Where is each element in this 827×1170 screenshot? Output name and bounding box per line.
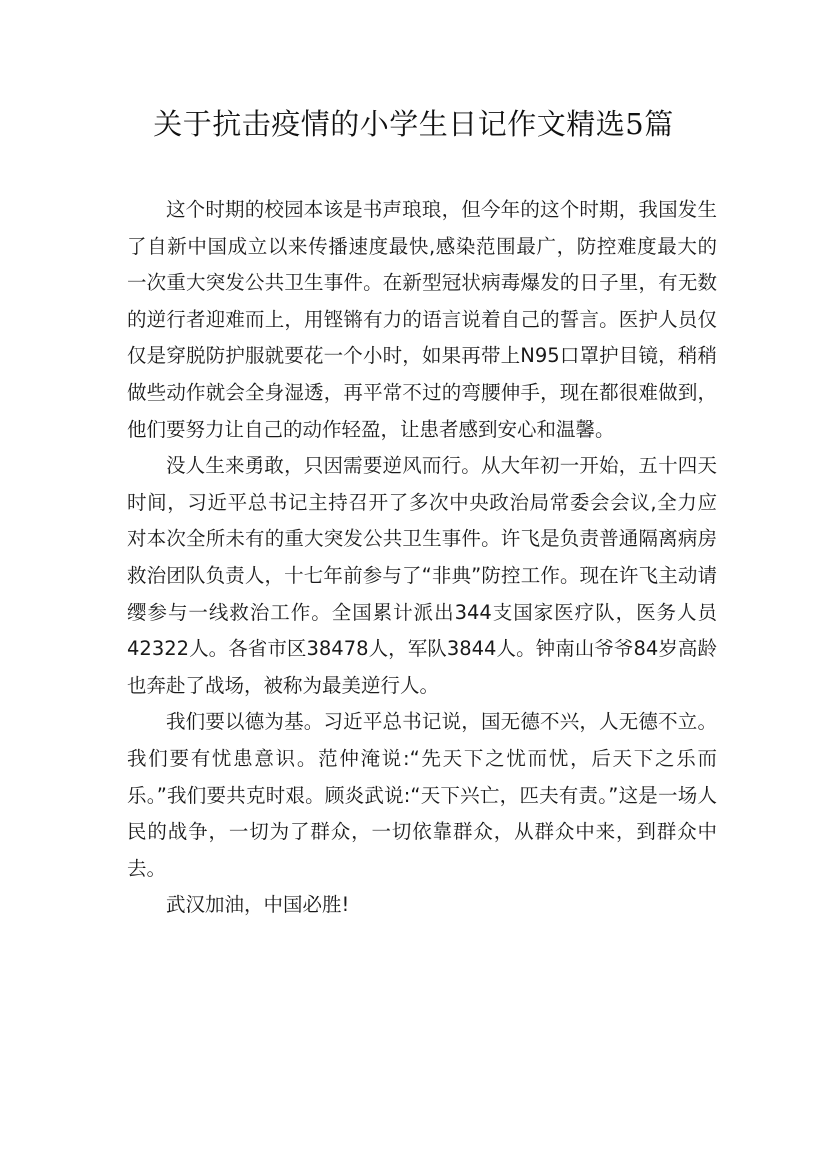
document-body bbox=[127, 192, 717, 924]
paragraph-4: 武汉加油，中国必胜! bbox=[166, 893, 350, 917]
paragraph-3: 我们要以德为基。习近平总书记说，国无德不兴，人无德不立。我们要有忧患意识。范仲淹说:“先天下之忧而忧，后天下之乐而乐。”我们要共克时艰。顾炎武说:“天下兴亡，匹夫有责。”这是一场人民的战争，一切为了群众，一切依靠群众，从群众中来，到群众中去。 bbox=[127, 710, 717, 880]
document-title: 关于抗击疫情的小学生日记作文精选5篇 bbox=[153, 107, 674, 141]
paragraph-1: 这个时期的校园本该是书声琅琅，但今年的这个时期，我国发生了自新中国成立以来传播速度最快,感染范围最广，防控难度最大的一次重大突发公共卫生事件。在新型冠状病毒爆发的日子里，有无数的逆行者迎难而上，用铿锵有力的语言说着自己的誓言。医护人员仅仅是穿脱防护服就要花一个小时，如果再带上N95口罩护目镜，稍稍做些动作就会全身湿透，再平常不过的弯腰伸手，现在都很难做到，他们要努力让自己的动作轻盈，让患者感到安心和温馨。 bbox=[127, 198, 717, 441]
paragraph-2: 没人生来勇敢，只因需要逆风而行。从大年初一开始，五十四天时间，习近平总书记主持召开了多次中央政治局常委会会议,全力应对本次全所未有的重大突发公共卫生事件。许飞是负责普通隔离病房救治团队负责人，十七年前参与了“非典”防控工作。现在许飞主动请缨参与一线救治工作。全国累计派出344支国家医疗队，医务人员42322人。各省市区38478人，军队3844人。钟南山爷爷84岁高龄也奔赴了战场，被称为最美逆行人。 bbox=[127, 454, 717, 697]
